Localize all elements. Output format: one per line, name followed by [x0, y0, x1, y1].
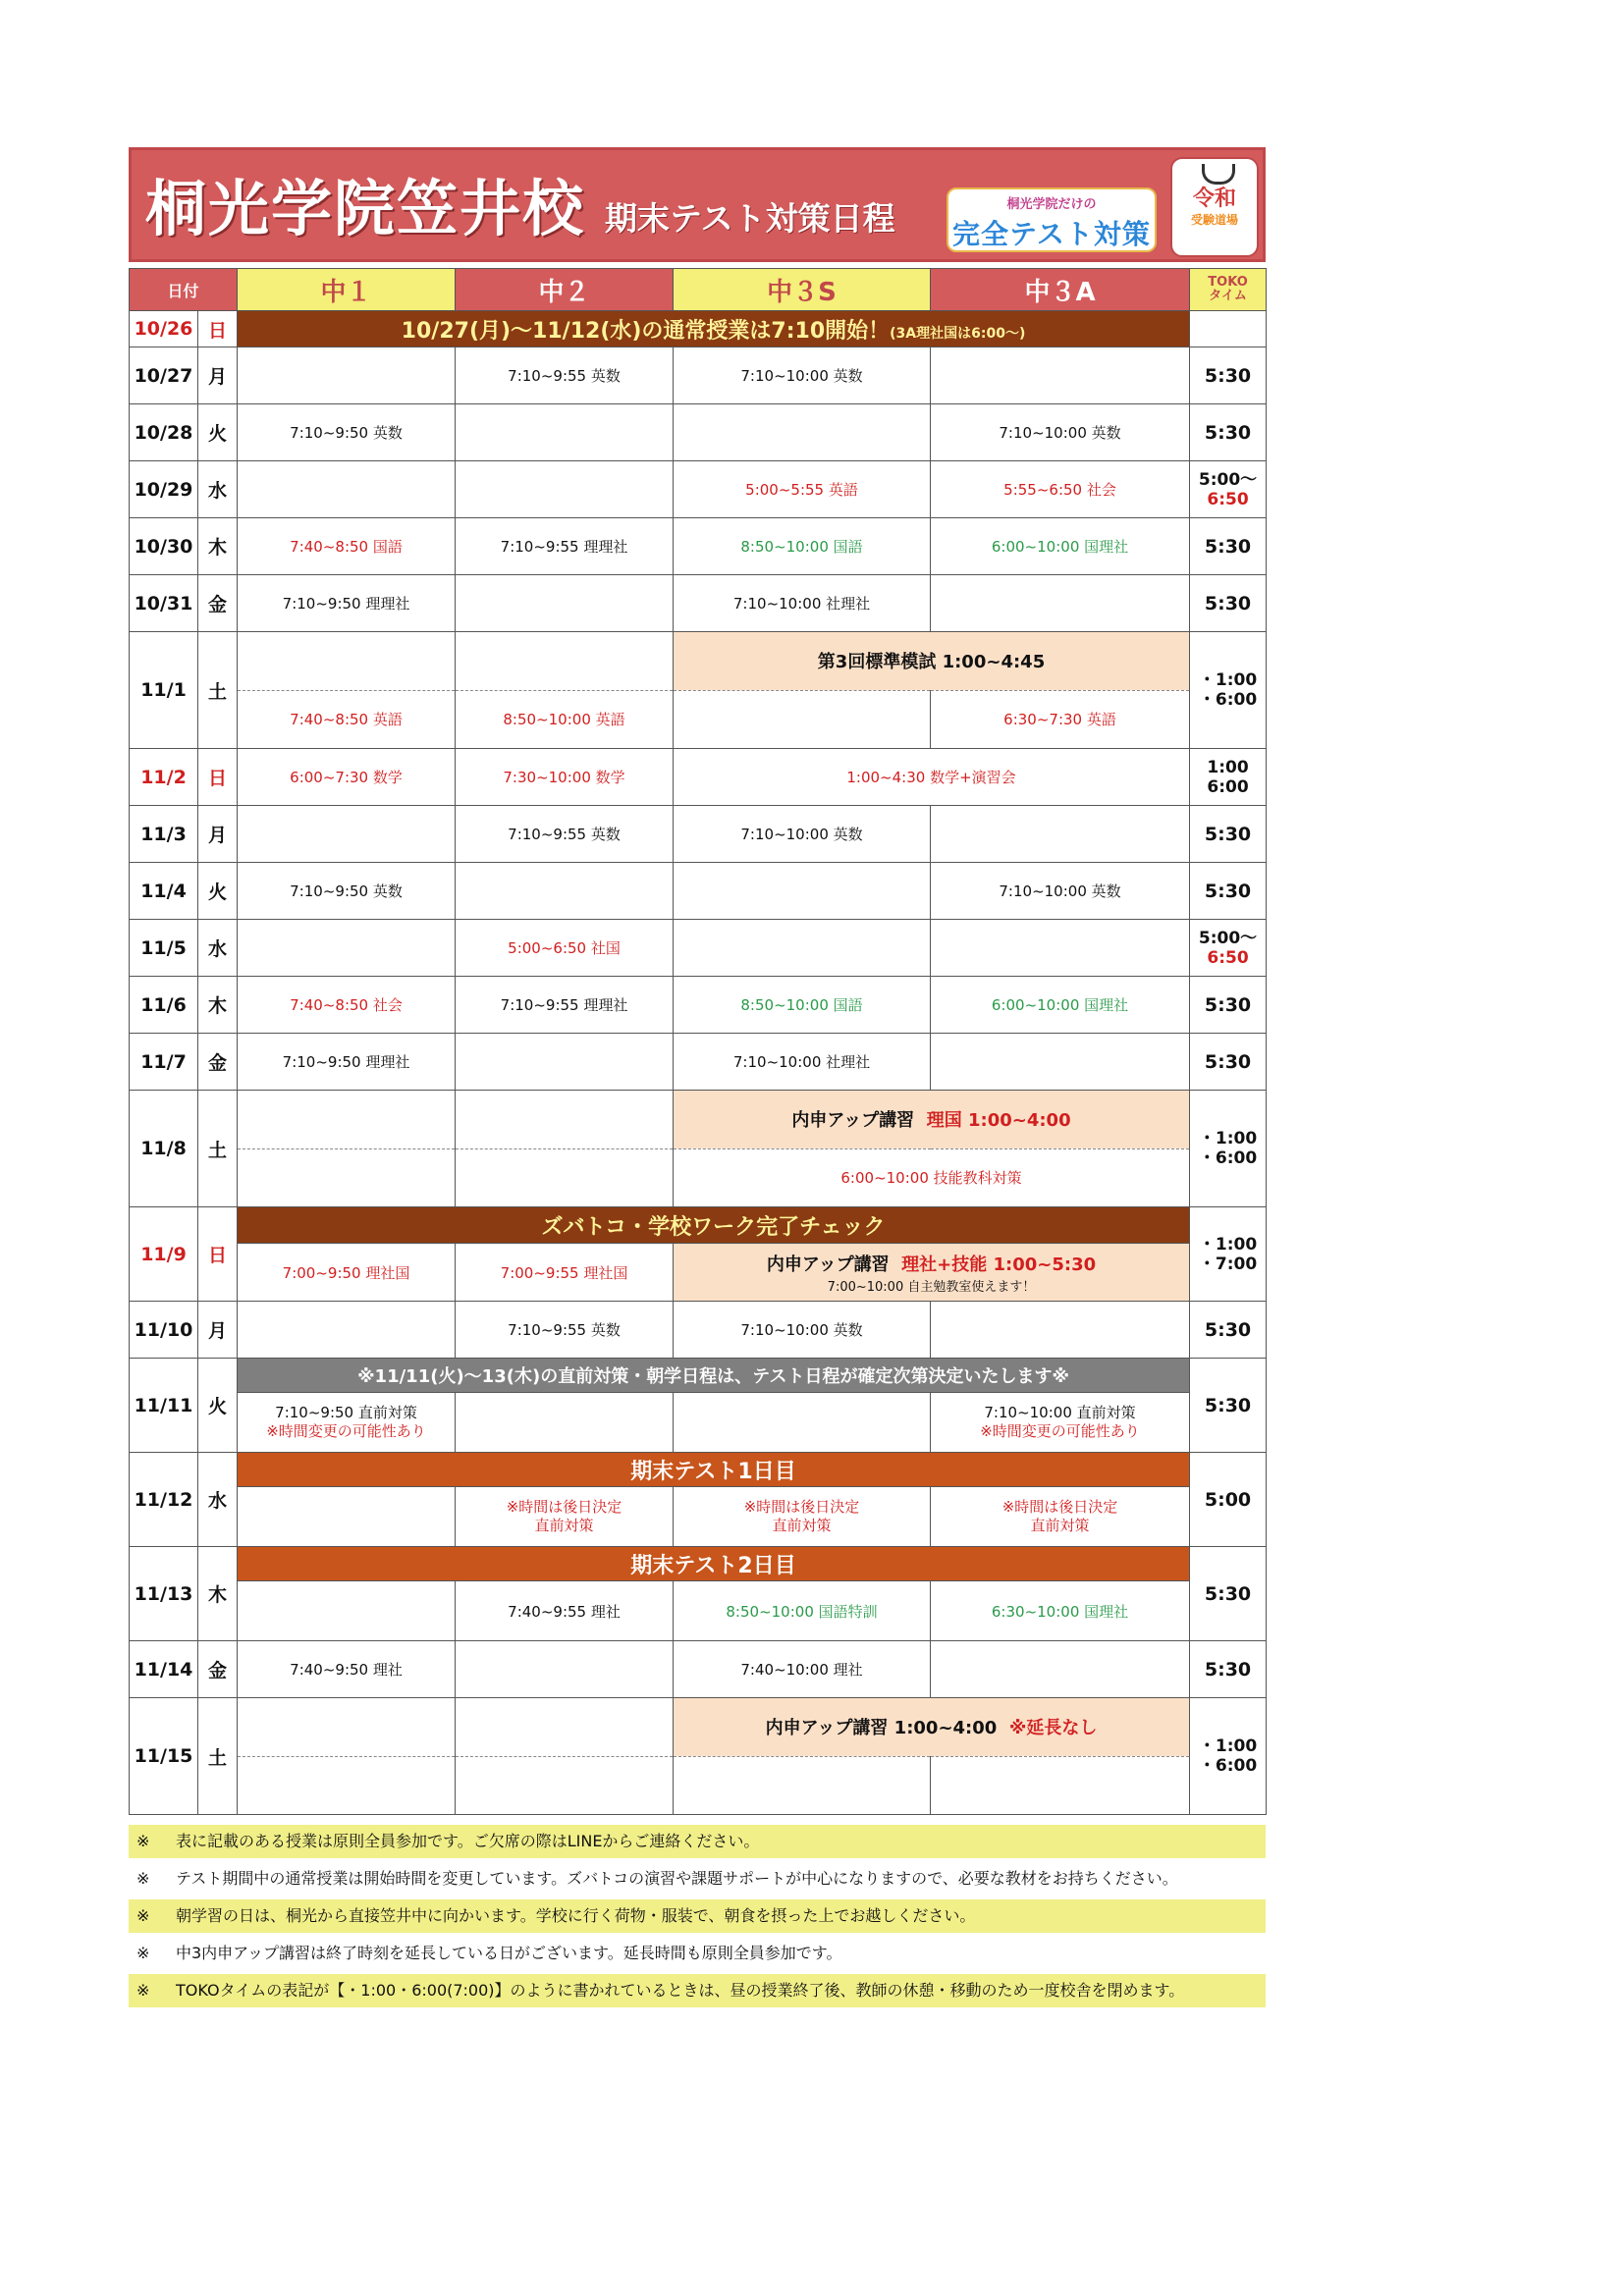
row-date: 11/13 — [130, 1547, 198, 1641]
note-text: 朝学習の日は、桐光から直接笠井中に向かいます。学校に行く荷物・服装で、朝食を摂った上でお越しください。 — [176, 1906, 976, 1925]
table-row — [130, 1698, 1267, 1757]
row-date: 11/12 — [130, 1453, 198, 1547]
notes-list — [129, 1825, 1266, 2007]
cell-c3a: 6:30~10:00 国理社 — [931, 1581, 1190, 1641]
row-date: 11/9 — [130, 1207, 198, 1302]
cell-c1: 6:00~7:30 数学 — [238, 749, 456, 806]
row-date: 11/6 — [130, 977, 198, 1034]
note-item — [129, 1899, 1266, 1933]
cell-c2: 7:30~10:00 数学 — [456, 749, 674, 806]
row-dow: 金 — [198, 575, 238, 632]
toko-cell — [1190, 311, 1267, 347]
juken-dojo-logo — [1172, 159, 1257, 255]
row-dow: 水 — [198, 920, 238, 977]
special-event-cell — [674, 1091, 1190, 1149]
row-dow: 日 — [198, 1207, 238, 1302]
row-date: 11/3 — [130, 806, 198, 863]
cell-note: ※時間は後日決定 — [743, 1498, 860, 1516]
toko-time-b: 6:50 — [1207, 489, 1249, 509]
note-item — [129, 1937, 1266, 1970]
toko-time-b: 6:50 — [1207, 947, 1249, 968]
logo-text-reiwa: 令和 — [1192, 187, 1236, 211]
toko-cell: 5:30 — [1190, 863, 1267, 920]
row-dow: 日 — [198, 749, 238, 806]
row-date: 11/2 — [130, 749, 198, 806]
toko-cell: 5:30 — [1190, 1641, 1267, 1698]
cell-c1 — [238, 1091, 456, 1149]
table-row — [130, 1547, 1267, 1581]
cell-c2: 7:10~9:55 英数 — [456, 1302, 674, 1359]
row-date: 11/14 — [130, 1641, 198, 1698]
cell-c2: 5:00~6:50 社国 — [456, 920, 674, 977]
cell-c3a — [931, 1487, 1190, 1547]
table-row — [130, 1581, 1267, 1641]
table-row — [130, 1148, 1267, 1207]
cell-c1: 7:10~9:50 英数 — [238, 404, 456, 461]
row-date: 11/11 — [130, 1359, 198, 1453]
row-dow: 木 — [198, 977, 238, 1034]
special-title: 内申アップ講習 — [791, 1110, 915, 1132]
cell-c3s: 7:10~10:00 英数 — [674, 347, 931, 404]
toko-header-2: タイム — [1209, 289, 1247, 303]
table-row — [130, 461, 1267, 518]
toko-cell — [1190, 1207, 1267, 1302]
note-mark: ※ — [136, 1981, 150, 2000]
cell-c3s — [674, 404, 931, 461]
cell-c3s: 5:00~5:55 英語 — [674, 461, 931, 518]
cell-subject: 直前対策 — [772, 1517, 832, 1534]
toko-cell: 5:00 — [1190, 1453, 1267, 1547]
cell-c1: 7:10~9:50 理理社 — [238, 575, 456, 632]
table-row — [130, 575, 1267, 632]
row-dow: 火 — [198, 863, 238, 920]
cell-c2: 7:10~9:55 英数 — [456, 347, 674, 404]
table-row — [130, 920, 1267, 977]
cell-c1: 7:40~8:50 英語 — [238, 690, 456, 749]
cell-time: 7:10~10:00 直前対策 — [984, 1404, 1136, 1421]
special-event-cell — [674, 1244, 1190, 1302]
cell-note: ※時間は後日決定 — [506, 1498, 622, 1516]
row-date: 11/10 — [130, 1302, 198, 1359]
toko-time-a: ・1:00 — [1198, 1736, 1258, 1756]
toko-time-a: 1:00 — [1207, 757, 1249, 777]
note-text: TOKOタイムの表記が【・1:00・6:00(7:00)】のように書かれているときは、昼の授業終了後、教師の休憩・移動のため一度校舎を閉めます。 — [176, 1981, 1185, 2000]
notice-banner: ※11/11(火)～13(木)の直前対策・朝学日程は、テスト日程が確定次第決定いたします※ — [238, 1359, 1190, 1393]
notice-banner — [238, 311, 1190, 347]
cell-c2 — [456, 1148, 674, 1207]
cell-note: ※時間は後日決定 — [1001, 1498, 1118, 1516]
toko-cell: 5:30 — [1190, 1547, 1267, 1641]
row-date: 10/27 — [130, 347, 198, 404]
note-item — [129, 1862, 1266, 1896]
banner-small-text: (3A理社国は6:00～) — [890, 325, 1026, 342]
toko-cell: 5:30 — [1190, 1034, 1267, 1091]
cell-c1 — [238, 1581, 456, 1641]
row-dow: 水 — [198, 1453, 238, 1547]
row-date: 11/4 — [130, 863, 198, 920]
table-header-row — [130, 269, 1267, 311]
table-row — [130, 1207, 1267, 1244]
cell-c2 — [456, 1393, 674, 1453]
cell-c3a — [931, 1756, 1190, 1815]
bowl-icon — [1202, 164, 1235, 185]
note-text: 中3内申アップ講習は終了時刻を延長している日がございます。延長時間も原則全員参加です。 — [176, 1944, 842, 1962]
cell-c3a — [931, 347, 1190, 404]
cell-c3a: 7:10~10:00 英数 — [931, 863, 1190, 920]
table-row — [130, 1393, 1267, 1453]
cell-warning: ※時間変更の可能性あり — [980, 1422, 1140, 1440]
cell-c1 — [238, 632, 456, 691]
row-dow: 月 — [198, 1302, 238, 1359]
schedule-sheet — [129, 147, 1266, 2011]
toko-time-a: 5:00～ — [1198, 928, 1258, 948]
toko-cell: 5:30 — [1190, 575, 1267, 632]
special-event-cell — [674, 1698, 1190, 1757]
row-dow: 月 — [198, 806, 238, 863]
cell-c1 — [238, 347, 456, 404]
cell-c3s: 7:10~10:00 英数 — [674, 806, 931, 863]
row-date: 11/7 — [130, 1034, 198, 1091]
cell-c3s: 7:10~10:00 社理社 — [674, 1034, 931, 1091]
table-row — [130, 404, 1267, 461]
cell-c2 — [456, 1756, 674, 1815]
row-date: 10/30 — [130, 518, 198, 575]
cell-c3a: 6:00~10:00 国理社 — [931, 977, 1190, 1034]
cell-c1 — [238, 1393, 456, 1453]
cell-c1 — [238, 1148, 456, 1207]
note-mark: ※ — [136, 1869, 150, 1888]
cell-c1: 7:10~9:50 英数 — [238, 863, 456, 920]
note-mark: ※ — [136, 1832, 150, 1850]
toko-time-a: ・1:00 — [1198, 670, 1258, 690]
special-time: 理社+技能 1:00~5:30 — [901, 1254, 1097, 1275]
cell-c3s: 7:10~10:00 英数 — [674, 1302, 931, 1359]
cell-c2 — [456, 1091, 674, 1149]
special-title: 内申アップ講習 1:00~4:00 — [765, 1718, 998, 1739]
toko-time-a: 5:00～ — [1198, 469, 1258, 490]
table-row — [130, 806, 1267, 863]
table-row — [130, 690, 1267, 749]
col-header-c3s: 中３S — [674, 269, 931, 311]
toko-time-a: ・1:00 — [1198, 1234, 1258, 1255]
cell-c2: 7:40~9:55 理社 — [456, 1581, 674, 1641]
toko-cell — [1190, 1091, 1267, 1207]
badge-small-text: 桐光学院だけの — [1006, 197, 1097, 212]
col-header-date: 日付 — [130, 269, 238, 311]
cell-c3s: 8:50~10:00 国語特訓 — [674, 1581, 931, 1641]
school-name: 桐光学院笠井校 — [145, 173, 586, 244]
notice-banner: ズバトコ・学校ワーク完了チェック — [238, 1207, 1190, 1244]
toko-cell: 5:30 — [1190, 518, 1267, 575]
note-text: 表に記載のある授業は原則全員参加です。ご欠席の際はLINEからご連絡ください。 — [176, 1832, 760, 1850]
table-row — [130, 1244, 1267, 1302]
toko-time-a: ・1:00 — [1198, 1129, 1258, 1148]
toko-time-b: ・6:00 — [1198, 690, 1258, 710]
cell-c3: 6:00~10:00 技能教科対策 — [674, 1148, 1190, 1207]
cell-c3s — [674, 1756, 931, 1815]
cell-c3s: 8:50~10:00 国語 — [674, 977, 931, 1034]
toko-cell — [1190, 749, 1267, 806]
table-row — [130, 518, 1267, 575]
table-row — [130, 977, 1267, 1034]
row-dow: 土 — [198, 1698, 238, 1815]
toko-cell: 5:30 — [1190, 806, 1267, 863]
cell-c1 — [238, 1756, 456, 1815]
row-dow: 月 — [198, 347, 238, 404]
special-event-cell: 第3回標準模試 1:00~4:45 — [674, 632, 1190, 691]
cell-c3s: 7:10~10:00 社理社 — [674, 575, 931, 632]
cell-c1: 7:10~9:50 理理社 — [238, 1034, 456, 1091]
note-item — [129, 1825, 1266, 1858]
note-item — [129, 1974, 1266, 2007]
cell-c3s — [674, 1393, 931, 1453]
note-text: テスト期間中の通常授業は開始時間を変更しています。ズバトコの演習や課題サポートが中心になりますので、必要な教材をお持ちください。 — [176, 1869, 1178, 1888]
cell-c3s — [674, 863, 931, 920]
banner-text: 10/27(月)～11/12(水)の通常授業は7:10開始！ — [401, 318, 891, 344]
cell-c2 — [456, 461, 674, 518]
row-date: 10/31 — [130, 575, 198, 632]
row-date: 11/15 — [130, 1698, 198, 1815]
schedule-title: 期末テスト対策日程 — [605, 199, 895, 238]
row-dow: 金 — [198, 1641, 238, 1698]
cell-c2: 8:50~10:00 英語 — [456, 690, 674, 749]
table-row — [130, 1453, 1267, 1487]
toko-cell — [1190, 632, 1267, 749]
cell-subject: 直前対策 — [534, 1517, 594, 1534]
row-dow: 土 — [198, 632, 238, 749]
table-row — [130, 347, 1267, 404]
cell-c3s: 8:50~10:00 国語 — [674, 518, 931, 575]
cell-c1: 7:40~9:50 理社 — [238, 1641, 456, 1698]
col-header-c3a: 中３A — [931, 269, 1190, 311]
special-time: 理国 1:00~4:00 — [926, 1110, 1071, 1132]
cell-c3s — [674, 920, 931, 977]
cell-c3s: 7:40~10:00 理社 — [674, 1641, 931, 1698]
col-header-c1: 中１ — [238, 269, 456, 311]
logo-text-dojo: 受験道場 — [1190, 213, 1238, 227]
cell-c1: 7:40~8:50 国語 — [238, 518, 456, 575]
cell-c3a: 6:30~7:30 英語 — [931, 690, 1190, 749]
cell-c3a — [931, 920, 1190, 977]
row-dow: 水 — [198, 461, 238, 518]
toko-time-b: ・6:00 — [1198, 1148, 1258, 1168]
cell-c2 — [456, 632, 674, 691]
cell-c3a — [931, 1034, 1190, 1091]
cell-c2: 7:10~9:55 理理社 — [456, 977, 674, 1034]
col-header-toko — [1190, 269, 1267, 311]
table-row — [130, 1091, 1267, 1149]
cell-c2 — [456, 1698, 674, 1757]
cell-c1 — [238, 806, 456, 863]
cell-c2 — [456, 863, 674, 920]
cell-c3a: 7:10~10:00 英数 — [931, 404, 1190, 461]
row-dow: 金 — [198, 1034, 238, 1091]
toko-cell: 5:30 — [1190, 1302, 1267, 1359]
toko-cell: 5:30 — [1190, 347, 1267, 404]
cell-c1 — [238, 1698, 456, 1757]
row-dow: 火 — [198, 1359, 238, 1453]
cell-c3s — [674, 1487, 931, 1547]
table-row — [130, 863, 1267, 920]
row-dow: 日 — [198, 311, 238, 347]
note-mark: ※ — [136, 1906, 150, 1925]
cell-c2 — [456, 1641, 674, 1698]
cell-c1 — [238, 461, 456, 518]
cell-c3a — [931, 1302, 1190, 1359]
schedule-table — [129, 268, 1267, 1815]
row-date: 10/28 — [130, 404, 198, 461]
row-dow: 木 — [198, 1547, 238, 1641]
cell-c3a — [931, 1641, 1190, 1698]
cell-c2: 7:10~9:55 理理社 — [456, 518, 674, 575]
row-dow: 土 — [198, 1091, 238, 1207]
toko-time-b: 6:00 — [1207, 776, 1249, 797]
cell-c3s — [674, 690, 931, 749]
toko-cell: 5:30 — [1190, 1359, 1267, 1453]
cell-c3: 1:00~4:30 数学+演習会 — [674, 749, 1190, 806]
toko-cell — [1190, 920, 1267, 977]
cell-c2 — [456, 1034, 674, 1091]
cell-c2 — [456, 1487, 674, 1547]
table-row — [130, 749, 1267, 806]
toko-header-1: TOKO — [1208, 275, 1248, 290]
cell-c2: 7:10~9:55 英数 — [456, 806, 674, 863]
toko-cell — [1190, 1698, 1267, 1815]
table-row — [130, 1487, 1267, 1547]
table-row — [130, 1034, 1267, 1091]
cell-c1: 7:40~8:50 社会 — [238, 977, 456, 1034]
cell-time: 7:10~9:50 直前対策 — [275, 1404, 417, 1421]
cell-c3a: 6:00~10:00 国理社 — [931, 518, 1190, 575]
row-date: 11/5 — [130, 920, 198, 977]
special-title: 内申アップ講習 — [766, 1254, 890, 1275]
header-banner — [129, 147, 1266, 262]
row-date: 11/1 — [130, 632, 198, 749]
exam-banner: 期末テスト1日目 — [238, 1453, 1190, 1487]
toko-time-b: ・6:00 — [1198, 1756, 1258, 1776]
row-date: 10/29 — [130, 461, 198, 518]
table-row — [130, 311, 1267, 347]
col-header-c2: 中２ — [456, 269, 674, 311]
note-mark: ※ — [136, 1944, 150, 1962]
cell-c3a — [931, 806, 1190, 863]
row-dow: 火 — [198, 404, 238, 461]
cell-warning: ※時間変更の可能性あり — [266, 1422, 426, 1440]
cell-c2 — [456, 404, 674, 461]
cell-c1 — [238, 920, 456, 977]
cell-c1 — [238, 1302, 456, 1359]
toko-cell: 5:30 — [1190, 404, 1267, 461]
special-note: 7:00~10:00 自主勉教室使えます！ — [827, 1279, 1036, 1295]
table-row — [130, 1756, 1267, 1815]
toko-time-b: ・7:00 — [1198, 1254, 1258, 1274]
table-row — [130, 1359, 1267, 1393]
row-date: 11/8 — [130, 1091, 198, 1207]
cell-c3a — [931, 575, 1190, 632]
test-badge — [947, 187, 1157, 252]
cell-c2 — [456, 575, 674, 632]
exam-banner: 期末テスト2日目 — [238, 1547, 1190, 1581]
special-note: ※延長なし — [1008, 1718, 1098, 1739]
toko-cell — [1190, 461, 1267, 518]
row-dow: 木 — [198, 518, 238, 575]
cell-c1: 7:00~9:50 理社国 — [238, 1244, 456, 1302]
table-row — [130, 1302, 1267, 1359]
cell-c2: 7:00~9:55 理社国 — [456, 1244, 674, 1302]
cell-c3a — [931, 1393, 1190, 1453]
badge-big-text: 完全テスト対策 — [952, 218, 1151, 250]
cell-c1 — [238, 1487, 456, 1547]
toko-cell: 5:30 — [1190, 977, 1267, 1034]
table-row — [130, 1641, 1267, 1698]
table-row — [130, 632, 1267, 691]
cell-c3a: 5:55~6:50 社会 — [931, 461, 1190, 518]
row-date: 10/26 — [130, 311, 198, 347]
cell-subject: 直前対策 — [1030, 1517, 1090, 1534]
